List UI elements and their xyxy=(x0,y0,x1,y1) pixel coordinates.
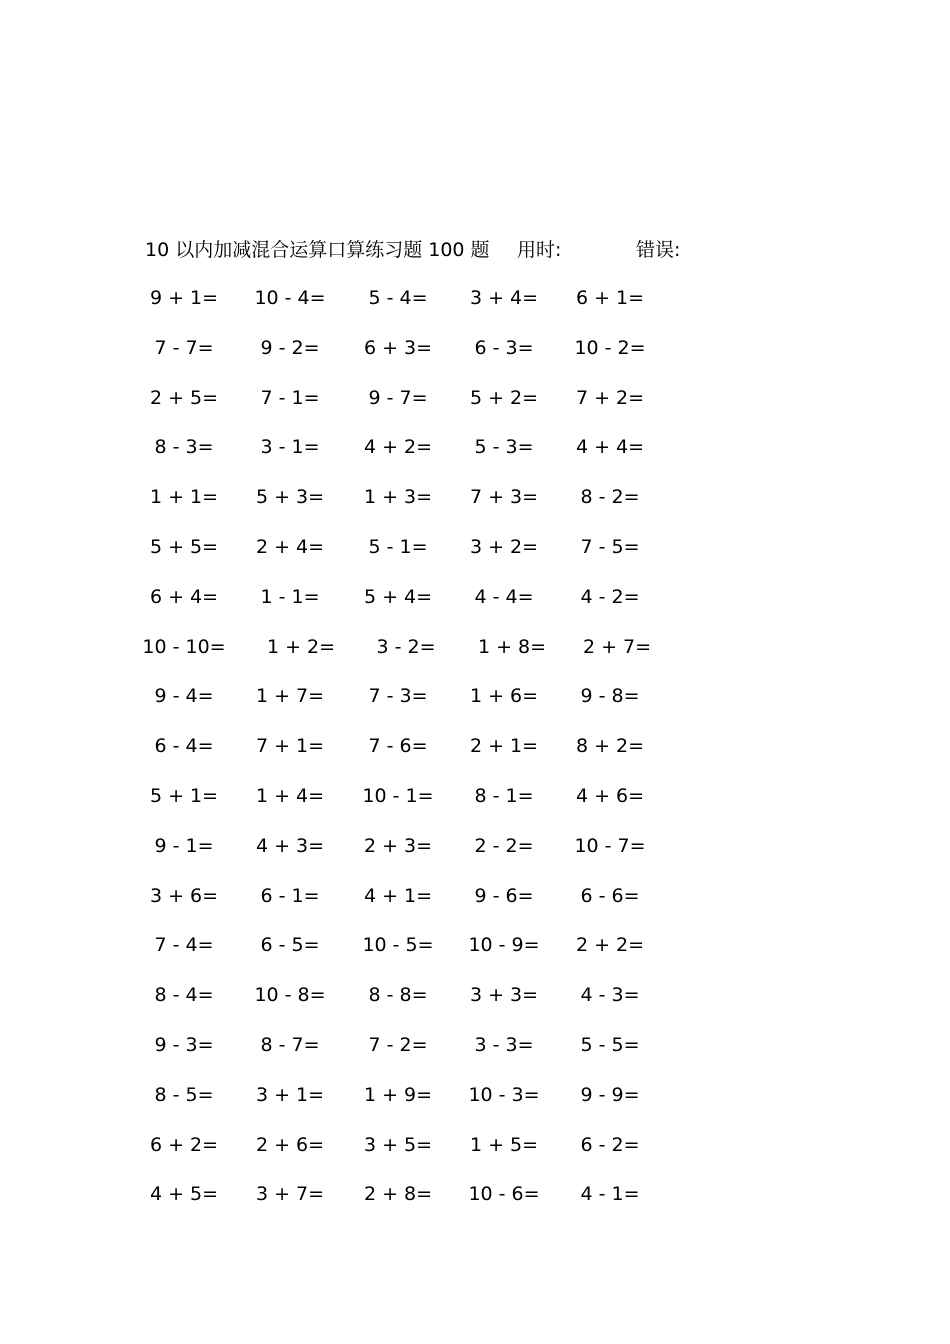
worksheet-header xyxy=(0,236,950,264)
problem-item: 5 + 5= xyxy=(149,536,219,558)
problem-item: 10 - 2= xyxy=(574,336,646,359)
problem-item: 7 + 2= xyxy=(575,386,645,409)
problem-item: 2 - 2= xyxy=(474,834,534,857)
problem-item: 9 + 1= xyxy=(149,287,219,309)
problem-item: 9 - 6= xyxy=(474,884,534,907)
problem-item: 8 - 3= xyxy=(154,436,214,459)
problem-item: 9 - 7= xyxy=(368,386,428,409)
problem-item: 4 + 3= xyxy=(255,834,325,857)
error-count-label: 错误: xyxy=(636,239,681,261)
problem-item: 6 - 3= xyxy=(474,336,534,359)
problem-item: 6 - 5= xyxy=(260,934,320,957)
problem-item: 1 + 4= xyxy=(255,785,325,807)
problem-item: 7 - 2= xyxy=(368,1034,428,1056)
problem-item: 5 - 5= xyxy=(580,1034,640,1056)
problem-item: 3 + 3= xyxy=(469,984,539,1007)
problem-item: 10 - 1= xyxy=(362,785,434,807)
problem-item: 1 + 6= xyxy=(469,685,539,708)
problem-item: 3 + 5= xyxy=(363,1133,433,1156)
problem-item: 4 + 6= xyxy=(575,785,645,807)
problem-item: 10 - 3= xyxy=(468,1083,540,1106)
problem-item: 8 + 2= xyxy=(575,735,645,758)
problem-item: 1 + 1= xyxy=(149,486,219,509)
problem-item: 6 - 6= xyxy=(580,884,640,907)
problem-item: 10 - 6= xyxy=(468,1183,540,1206)
time-used-label: 用时: xyxy=(517,239,562,261)
problem-item: 8 - 1= xyxy=(474,785,534,807)
problem-item: 6 + 3= xyxy=(363,336,433,359)
problem-item: 6 + 4= xyxy=(149,585,219,608)
problem-item: 7 - 6= xyxy=(368,735,428,758)
problem-item: 2 + 5= xyxy=(149,386,219,409)
problem-item: 10 - 5= xyxy=(362,934,434,957)
worksheet-title: 10 以内加减混合运算口算练习题 100 题 xyxy=(145,239,490,261)
problem-item: 9 - 4= xyxy=(154,685,214,708)
problem-item: 8 - 5= xyxy=(154,1083,214,1106)
problem-item: 7 - 7= xyxy=(154,336,214,359)
problem-item: 2 + 2= xyxy=(575,934,645,957)
problem-item: 2 + 7= xyxy=(582,635,652,658)
problem-item: 10 - 7= xyxy=(574,834,646,857)
problem-item: 3 + 7= xyxy=(255,1183,325,1206)
problem-item: 4 + 1= xyxy=(363,884,433,907)
problem-item: 9 - 3= xyxy=(154,1034,214,1056)
problem-item: 4 - 1= xyxy=(580,1183,640,1206)
problem-item: 5 + 4= xyxy=(363,585,433,608)
problem-item: 7 - 3= xyxy=(368,685,428,708)
problem-item: 1 - 1= xyxy=(260,585,320,608)
problem-item: 1 + 7= xyxy=(255,685,325,708)
problem-item: 2 + 1= xyxy=(469,735,539,758)
problem-item: 2 + 3= xyxy=(363,834,433,857)
problem-item: 6 - 4= xyxy=(154,735,214,758)
problem-item: 4 + 5= xyxy=(149,1183,219,1206)
problem-item: 2 + 6= xyxy=(255,1133,325,1156)
problem-item: 9 - 2= xyxy=(260,336,320,359)
problem-item: 7 + 3= xyxy=(469,486,539,509)
problem-item: 5 + 2= xyxy=(469,386,539,409)
problem-item: 1 + 8= xyxy=(477,635,547,658)
problem-item: 5 - 1= xyxy=(368,536,428,558)
problem-item: 4 + 2= xyxy=(363,436,433,459)
problem-item: 6 - 1= xyxy=(260,884,320,907)
problem-item: 10 - 10= xyxy=(142,635,226,658)
problem-item: 5 + 1= xyxy=(149,785,219,807)
problem-item: 8 - 4= xyxy=(154,984,214,1007)
problem-item: 1 + 9= xyxy=(363,1083,433,1106)
problem-item: 4 + 4= xyxy=(575,436,645,459)
problem-item: 1 + 5= xyxy=(469,1133,539,1156)
problem-item: 7 - 4= xyxy=(154,934,214,957)
problem-item: 3 - 3= xyxy=(474,1034,534,1056)
problem-item: 4 - 2= xyxy=(580,585,640,608)
problem-item: 3 - 2= xyxy=(376,635,436,658)
problem-item: 8 - 8= xyxy=(368,984,428,1007)
problem-item: 7 - 5= xyxy=(580,536,640,558)
problem-item: 6 - 2= xyxy=(580,1133,640,1156)
problem-item: 9 - 9= xyxy=(580,1083,640,1106)
problem-item: 4 - 4= xyxy=(474,585,534,608)
problem-item: 5 - 3= xyxy=(474,436,534,459)
problem-item: 1 + 2= xyxy=(266,635,336,658)
problem-item: 10 - 8= xyxy=(254,984,326,1007)
problem-item: 9 - 8= xyxy=(580,685,640,708)
problem-item: 4 - 3= xyxy=(580,984,640,1007)
problem-item: 6 + 2= xyxy=(149,1133,219,1156)
problem-item: 5 + 3= xyxy=(255,486,325,509)
problem-item: 2 + 8= xyxy=(363,1183,433,1206)
problem-item: 3 - 1= xyxy=(260,436,320,459)
problem-item: 1 + 3= xyxy=(363,486,433,509)
problem-item: 6 + 1= xyxy=(575,287,645,309)
problem-item: 3 + 2= xyxy=(469,536,539,558)
problem-item: 5 - 4= xyxy=(368,287,428,309)
problem-item: 7 - 1= xyxy=(260,386,320,409)
problem-item: 8 - 7= xyxy=(260,1034,320,1056)
problem-item: 3 + 4= xyxy=(469,287,539,309)
problem-item: 10 - 4= xyxy=(254,287,326,309)
problem-item: 8 - 2= xyxy=(580,486,640,509)
problem-item: 3 + 1= xyxy=(255,1083,325,1106)
problem-item: 3 + 6= xyxy=(149,884,219,907)
problem-item: 7 + 1= xyxy=(255,735,325,758)
problem-item: 9 - 1= xyxy=(154,834,214,857)
problem-item: 2 + 4= xyxy=(255,536,325,558)
problem-item: 10 - 9= xyxy=(468,934,540,957)
